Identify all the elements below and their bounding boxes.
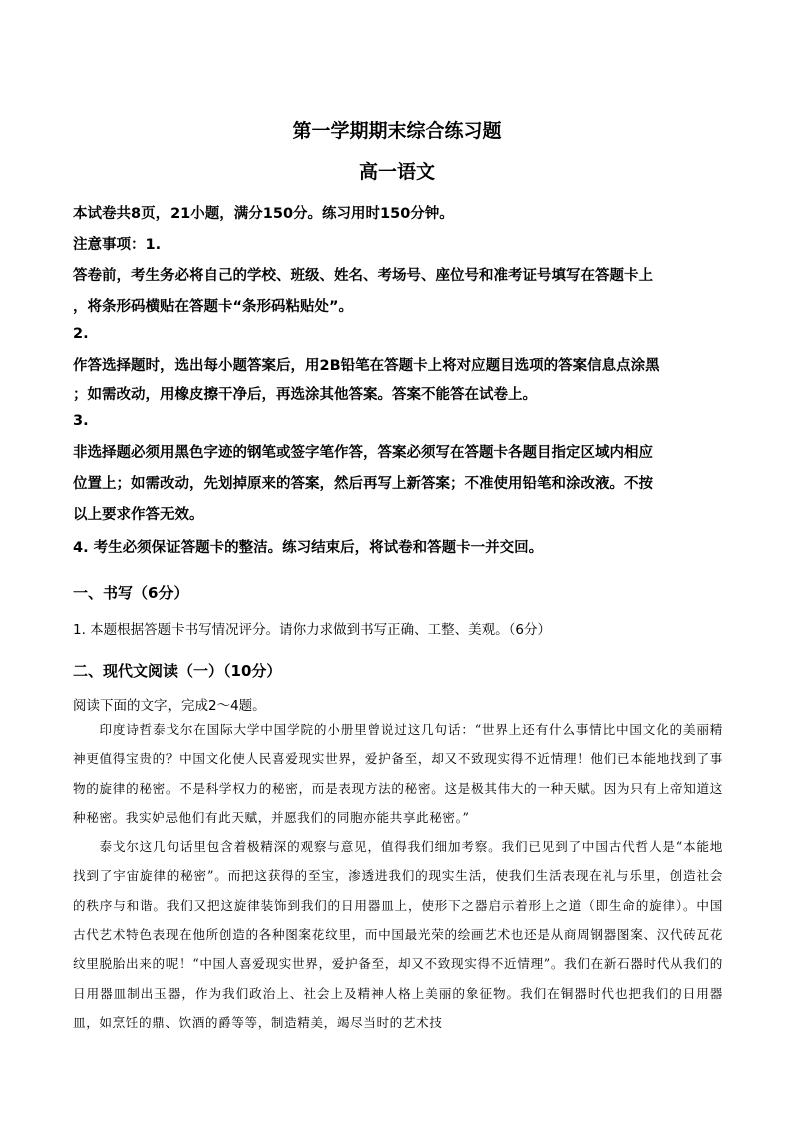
question-1: 1. 本题根据答题卡书写情况评分。请你力求做到书写正确、工整、美观。（6分） [73,622,552,638]
notice-item3-line1: 非选择题必须用黑色字迹的钢笔或签字笔作答，答案必须写在答题卡各题目指定区域内相应 [73,445,653,461]
notice-item1-line2: ，将条形码横贴在答题卡“条形码粘贴处”。 [73,299,354,315]
exam-subtitle: 高一语文 [358,161,435,183]
passage-paragraph-2: 泰戈尔这几句话里包含着极精深的观察与意见，值得我们细加考察。我们已见到了中国古代哲人是“本能地找到了宇宙旋律的秘密”。而把这获得的至宝，渗透进我们的现实生活，使我们生活表现在礼与乐里，创造社会的秩序与和谐。我们又把这旋律装饰到我们的日用器皿上，使形下之器启示着形上之道（即生命的旋律）。中国古代艺术特色表现在他所创造的各种图案花纹里，而中国最光荣的绘画艺术也还是从商周钢器图案、汉代砖瓦花纹里脱胎出来的呢！“中国人喜爱现实世界，爱护备至，却又不致现实得不近情理”。我们在新石器时代从我们的日用器皿制出玉器，作为我们政治上、社会上及精神人格上美丽的象征物。我们在铜器时代也把我们的日用器皿，如烹饪的鼎、饮酒的爵等等，制造精美，竭尽当时的艺术技 [73,839,723,1030]
passage-paragraph-1: 印度诗哲泰戈尔在国际大学中国学院的小册里曾说过这几句话：“世界上还有什么事情比中国文化的美丽精神更值得宝贵的？中国文化使人民喜爱现实世界，爱护备至，却又不致现实得不近情理！他们已本能地找到了事物的旋律的秘密。不是科学权力的秘密，而是表现方法的秘密。这是极其伟大的一种天赋。因为只有上帝知道这种秘密。我实妒忌他们有此天赋，并愿我们的同胞亦能共享此秘密。” [73,722,723,825]
notice-heading: 注意事项：1. [73,237,162,253]
notice-item3-line3: 以上要求作答无效。 [73,507,204,523]
notice-num2: 2. [73,326,89,342]
section1-heading: 一、书写（6分） [73,584,189,602]
notice-num3: 3. [73,413,89,429]
notice-intro: 本试卷共8页，21小题，满分150分。练习用时150分钟。 [73,206,454,222]
notice-item3-line2: 位置上；如需改动，先划掉原来的答案，然后再写上新答案；不准使用铅笔和涂改液。不按 [73,476,653,492]
exam-title: 第一学期期末综合练习题 [292,120,502,142]
notice-item1-line1: 答卷前，考生务必将自己的学校、班级、姓名、考场号、座位号和准考证号填写在答题卡上 [73,268,653,284]
notice-item2-line1: 作答选择题时，选出每小题答案后，用2B铅笔在答题卡上将对应题目选项的答案信息点涂黑 [73,358,660,374]
notice-item4: 4. 考生必须保证答题卡的整洁。练习结束后，将试卷和答题卡一并交回。 [73,540,544,556]
reading-instruction: 阅读下面的文字，完成2～4题。 [73,698,266,714]
section2-heading: 二、现代文阅读（一）（10分） [73,662,282,680]
notice-item2-line2: ；如需改动，用橡皮擦干净后，再选涂其他答案。答案不能答在试卷上。 [73,387,537,403]
reading-passage [73,715,723,1037]
